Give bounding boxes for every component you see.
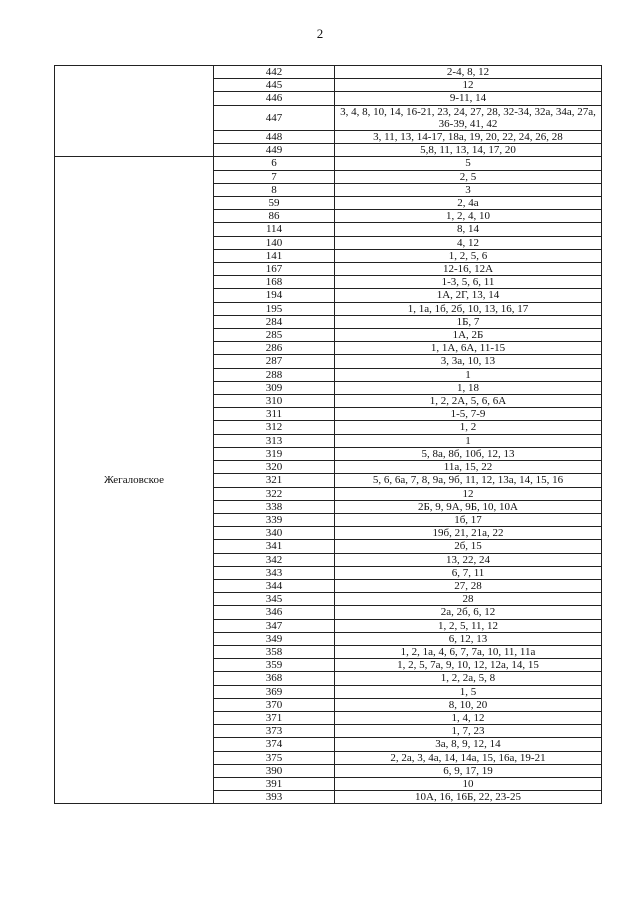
block-number-cell: 286 bbox=[214, 342, 335, 355]
block-number-cell: 311 bbox=[214, 408, 335, 421]
house-numbers-cell: 2, 5 bbox=[335, 170, 602, 183]
block-number-cell: 167 bbox=[214, 263, 335, 276]
house-numbers-cell: 12 bbox=[335, 487, 602, 500]
house-numbers-cell: 2б, 15 bbox=[335, 540, 602, 553]
block-number-cell: 368 bbox=[214, 672, 335, 685]
house-numbers-cell: 1А, 2Г, 13, 14 bbox=[335, 289, 602, 302]
block-number-cell: 140 bbox=[214, 236, 335, 249]
block-number-cell: 310 bbox=[214, 395, 335, 408]
block-number-cell: 344 bbox=[214, 579, 335, 592]
block-number-cell: 347 bbox=[214, 619, 335, 632]
house-numbers-cell: 3а, 8, 9, 12, 14 bbox=[335, 738, 602, 751]
block-number-cell: 8 bbox=[214, 183, 335, 196]
house-numbers-cell: 3, 11, 13, 14-17, 18а, 19, 20, 22, 24, 26, 28 bbox=[335, 131, 602, 144]
house-numbers-cell: 27, 28 bbox=[335, 579, 602, 592]
block-number-cell: 373 bbox=[214, 725, 335, 738]
block-number-cell: 340 bbox=[214, 527, 335, 540]
block-number-cell: 338 bbox=[214, 500, 335, 513]
block-number-cell: 321 bbox=[214, 474, 335, 487]
house-numbers-cell: 1, 2, 5, 6 bbox=[335, 249, 602, 262]
house-numbers-cell: 19б, 21, 21а, 22 bbox=[335, 527, 602, 540]
block-number-cell: 448 bbox=[214, 131, 335, 144]
house-numbers-cell: 1, 2, 1а, 4, 6, 7, 7а, 10, 11, 11а bbox=[335, 645, 602, 658]
house-numbers-cell: 12-16, 12А bbox=[335, 263, 602, 276]
house-numbers-cell: 6, 12, 13 bbox=[335, 632, 602, 645]
house-numbers-cell: 2, 2а, 3, 4а, 14, 14а, 15, 16а, 19-21 bbox=[335, 751, 602, 764]
house-numbers-cell: 11а, 15, 22 bbox=[335, 461, 602, 474]
house-numbers-cell: 12 bbox=[335, 79, 602, 92]
settlement-name-cell: Жегаловское bbox=[55, 157, 214, 804]
block-number-cell: 374 bbox=[214, 738, 335, 751]
page-number: 2 bbox=[316, 26, 324, 41]
house-numbers-cell: 1, 4, 12 bbox=[335, 711, 602, 724]
house-numbers-cell: 1, 2, 2А, 5, 6, 6А bbox=[335, 395, 602, 408]
house-numbers-cell: 8, 10, 20 bbox=[335, 698, 602, 711]
block-number-cell: 359 bbox=[214, 659, 335, 672]
block-number-cell: 141 bbox=[214, 249, 335, 262]
block-number-cell: 7 bbox=[214, 170, 335, 183]
house-numbers-cell: 1, 2, 2а, 5, 8 bbox=[335, 672, 602, 685]
settlement-name-cell bbox=[55, 66, 214, 157]
block-number-cell: 284 bbox=[214, 315, 335, 328]
block-number-cell: 446 bbox=[214, 92, 335, 105]
house-numbers-cell: 1, 2 bbox=[335, 421, 602, 434]
house-numbers-cell: 5, 8а, 8б, 10б, 12, 13 bbox=[335, 447, 602, 460]
house-numbers-cell: 1, 7, 23 bbox=[335, 725, 602, 738]
block-number-cell: 86 bbox=[214, 210, 335, 223]
block-number-cell: 449 bbox=[214, 144, 335, 157]
block-number-cell: 287 bbox=[214, 355, 335, 368]
table-row bbox=[55, 157, 602, 170]
block-number-cell: 393 bbox=[214, 791, 335, 804]
house-numbers-cell: 9-11, 14 bbox=[335, 92, 602, 105]
house-numbers-cell: 2а, 2б, 6, 12 bbox=[335, 606, 602, 619]
block-number-cell: 339 bbox=[214, 513, 335, 526]
house-numbers-cell: 4, 12 bbox=[335, 236, 602, 249]
house-numbers-cell: 13, 22, 24 bbox=[335, 553, 602, 566]
block-number-cell: 370 bbox=[214, 698, 335, 711]
block-number-cell: 445 bbox=[214, 79, 335, 92]
block-number-cell: 168 bbox=[214, 276, 335, 289]
house-numbers-cell: 3, 4, 8, 10, 14, 16-21, 23, 24, 27, 28, 32-34, 32а, 34а, 27а, 36-39, 41, 42 bbox=[335, 105, 602, 130]
block-number-cell: 312 bbox=[214, 421, 335, 434]
house-numbers-cell: 1, 5 bbox=[335, 685, 602, 698]
block-number-cell: 114 bbox=[214, 223, 335, 236]
block-number-cell: 342 bbox=[214, 553, 335, 566]
house-numbers-cell: 1-3, 5, 6, 11 bbox=[335, 276, 602, 289]
block-number-cell: 313 bbox=[214, 434, 335, 447]
house-numbers-cell: 1А, 2Б bbox=[335, 329, 602, 342]
polling-district-table bbox=[54, 65, 602, 804]
house-numbers-cell: 1, 1А, 6А, 11-15 bbox=[335, 342, 602, 355]
house-numbers-cell: 6, 7, 11 bbox=[335, 566, 602, 579]
block-number-cell: 343 bbox=[214, 566, 335, 579]
block-number-cell: 346 bbox=[214, 606, 335, 619]
house-numbers-cell: 1 bbox=[335, 368, 602, 381]
house-numbers-cell: 5,8, 11, 13, 14, 17, 20 bbox=[335, 144, 602, 157]
block-number-cell: 391 bbox=[214, 777, 335, 790]
house-numbers-cell: 2Б, 9, 9А, 9Б, 10, 10А bbox=[335, 500, 602, 513]
block-number-cell: 447 bbox=[214, 105, 335, 130]
house-numbers-cell: 1б, 17 bbox=[335, 513, 602, 526]
block-number-cell: 195 bbox=[214, 302, 335, 315]
block-number-cell: 358 bbox=[214, 645, 335, 658]
house-numbers-cell: 8, 14 bbox=[335, 223, 602, 236]
block-number-cell: 345 bbox=[214, 593, 335, 606]
block-number-cell: 341 bbox=[214, 540, 335, 553]
block-number-cell: 285 bbox=[214, 329, 335, 342]
block-number-cell: 349 bbox=[214, 632, 335, 645]
house-numbers-cell: 28 bbox=[335, 593, 602, 606]
house-numbers-cell: 1 bbox=[335, 434, 602, 447]
block-number-cell: 369 bbox=[214, 685, 335, 698]
house-numbers-cell: 1, 1а, 1б, 2б, 10, 13, 16, 17 bbox=[335, 302, 602, 315]
house-numbers-cell: 3, 3а, 10, 13 bbox=[335, 355, 602, 368]
house-numbers-cell: 2-4, 8, 12 bbox=[335, 66, 602, 79]
house-numbers-cell: 3 bbox=[335, 183, 602, 196]
block-number-cell: 6 bbox=[214, 157, 335, 170]
block-number-cell: 390 bbox=[214, 764, 335, 777]
house-numbers-cell: 10А, 16, 16Б, 22, 23-25 bbox=[335, 791, 602, 804]
house-numbers-cell: 1, 2, 4, 10 bbox=[335, 210, 602, 223]
block-number-cell: 319 bbox=[214, 447, 335, 460]
block-number-cell: 442 bbox=[214, 66, 335, 79]
house-numbers-cell: 1, 2, 5, 11, 12 bbox=[335, 619, 602, 632]
block-number-cell: 194 bbox=[214, 289, 335, 302]
block-number-cell: 320 bbox=[214, 461, 335, 474]
table-row bbox=[55, 66, 602, 79]
table-body bbox=[55, 66, 602, 804]
house-numbers-cell: 10 bbox=[335, 777, 602, 790]
house-numbers-cell: 6, 9, 17, 19 bbox=[335, 764, 602, 777]
block-number-cell: 322 bbox=[214, 487, 335, 500]
house-numbers-cell: 5, 6, 6а, 7, 8, 9а, 9б, 11, 12, 13а, 14, 15, 16 bbox=[335, 474, 602, 487]
block-number-cell: 288 bbox=[214, 368, 335, 381]
house-numbers-cell: 1, 2, 5, 7а, 9, 10, 12, 12а, 14, 15 bbox=[335, 659, 602, 672]
house-numbers-cell: 5 bbox=[335, 157, 602, 170]
block-number-cell: 309 bbox=[214, 381, 335, 394]
house-numbers-cell: 1-5, 7-9 bbox=[335, 408, 602, 421]
house-numbers-cell: 1, 18 bbox=[335, 381, 602, 394]
block-number-cell: 375 bbox=[214, 751, 335, 764]
block-number-cell: 371 bbox=[214, 711, 335, 724]
block-number-cell: 59 bbox=[214, 197, 335, 210]
house-numbers-cell: 2, 4а bbox=[335, 197, 602, 210]
house-numbers-cell: 1Б, 7 bbox=[335, 315, 602, 328]
